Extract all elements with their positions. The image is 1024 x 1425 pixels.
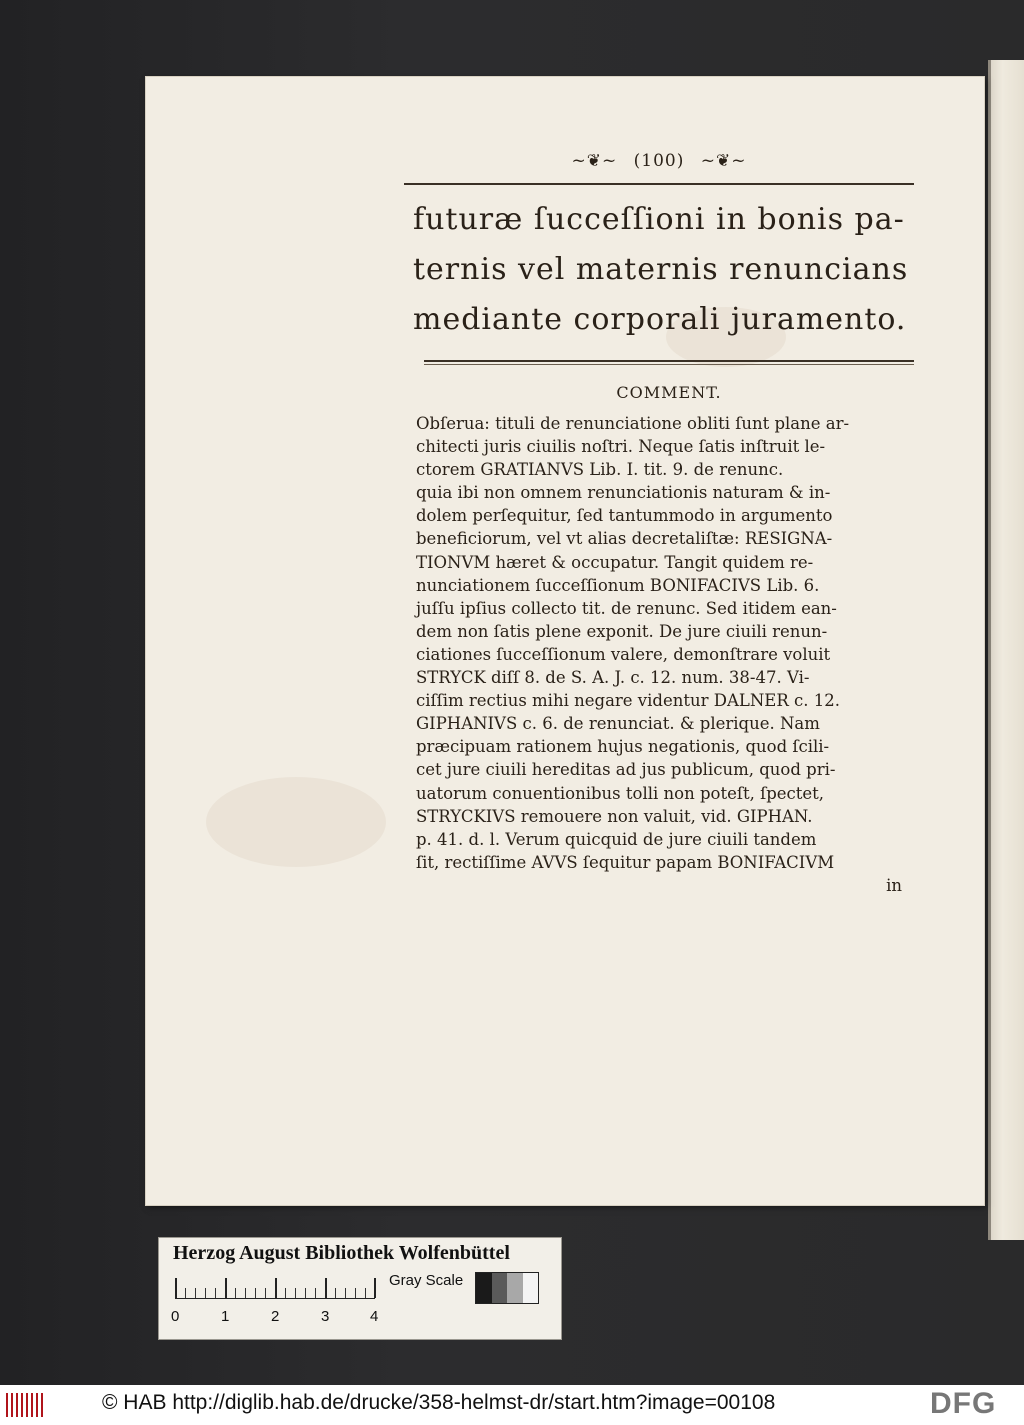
gray-scale-swatches xyxy=(475,1272,539,1304)
ruler-major-tick xyxy=(374,1278,376,1298)
ruler-major-tick xyxy=(275,1278,277,1298)
title-line: ternis vel maternis renuncians xyxy=(413,252,909,287)
body-text xyxy=(416,412,936,897)
ruler-numbers xyxy=(169,1308,409,1328)
ruler-number: 4 xyxy=(370,1308,379,1325)
comment-heading: COMMENT. xyxy=(616,383,722,402)
gray-swatch xyxy=(507,1273,523,1303)
footer-bar xyxy=(0,1385,1024,1425)
copyright-link[interactable]: © HAB http://diglib.hab.de/drucke/358-helmst-dr/start.htm?image=00108 xyxy=(102,1391,776,1414)
body-line: Obſerua: tituli de renunciatione obliti ſunt plane ar- xyxy=(416,414,850,433)
body-line: cet jure ciuili hereditas ad jus publicum, quod pri- xyxy=(416,760,836,780)
section-title xyxy=(413,195,933,345)
body-line: juſſu ipſius collecto tit. de renunc. Sed itidem ean- xyxy=(416,598,837,618)
body-line: STRYCKIVS remouere non valuit, vid. GIPHAN. xyxy=(416,806,813,826)
header-rule xyxy=(404,183,914,185)
gray-swatch xyxy=(523,1273,539,1303)
body-line: quia ibi non omnem renunciationis naturam & in- xyxy=(416,483,831,503)
body-line: dolem perſequitur, ſed tantummodo in argumento xyxy=(416,506,833,526)
paper-stain xyxy=(206,777,386,867)
ruler-major-tick xyxy=(225,1278,227,1298)
running-header xyxy=(404,151,914,171)
gray-scale-label: Gray Scale xyxy=(389,1272,464,1289)
body-line: ciationes ſucceſſionum valere, demonſtrare voluit xyxy=(416,644,831,664)
gray-swatch xyxy=(476,1273,492,1303)
dfg-logo: DFG xyxy=(930,1387,997,1420)
library-name: Herzog August Bibliothek Wolfenbüttel xyxy=(173,1242,510,1264)
scale-ruler xyxy=(175,1276,375,1299)
body-line: præcipuam rationem hujus negationis, quod ſcili- xyxy=(416,737,830,757)
ruler-number: 3 xyxy=(321,1308,330,1325)
body-line: nunciationem ſucceſſionum BONIFACIVS Lib. 6. xyxy=(416,575,820,595)
adjacent-page-edge xyxy=(988,60,1024,1240)
title-line: futuræ ſucceſſioni in bonis pa- xyxy=(413,202,905,237)
ruler-number: 1 xyxy=(221,1308,230,1325)
body-line: chitecti juris ciuilis noſtri. Neque ſatis inſtruit le- xyxy=(416,437,826,457)
body-line: ctorem GRATIANVS Lib. I. tit. 9. de renunc. xyxy=(416,460,784,480)
body-line: ciſſim rectius mihi negare videntur DALNER c. 12. xyxy=(416,691,840,711)
hab-barcode-icon xyxy=(6,1393,44,1417)
page-seam xyxy=(988,60,991,1240)
body-line: p. 41. d. l. Verum quicquid de jure ciuili tandem xyxy=(416,829,817,849)
catchword: in xyxy=(886,875,902,895)
header-ornament-left: ~❦~ xyxy=(571,151,618,171)
section-rule xyxy=(424,360,914,362)
ruler-major-tick xyxy=(175,1278,177,1298)
header-ornament-right: ~❦~ xyxy=(700,151,747,171)
library-color-card xyxy=(158,1237,562,1340)
document-page xyxy=(146,77,984,1205)
body-line: ſit, rectiſſime AVVS ſequitur papam BONIFACIVM xyxy=(416,852,835,872)
body-line: STRYCK diſſ 8. de S. A. J. c. 12. num. 38-47. Vi- xyxy=(416,668,810,688)
body-line: uatorum conuentionibus tolli non poteſt, ſpectet, xyxy=(416,783,825,803)
ruler-number: 2 xyxy=(271,1308,280,1325)
ruler-number: 0 xyxy=(171,1308,180,1325)
page-number: (100) xyxy=(633,151,685,171)
body-line: GIPHANIVS c. 6. de renunciat. & plerique. Nam xyxy=(416,714,820,734)
title-line: mediante corporali juramento. xyxy=(413,302,907,337)
gray-swatch xyxy=(492,1273,508,1303)
body-line: dem non ſatis plene exponit. De jure ciuili renun- xyxy=(416,621,828,641)
ruler-major-tick xyxy=(325,1278,327,1298)
body-line: TIONVM hæret & occupatur. Tangit quidem re- xyxy=(416,552,814,572)
body-line: beneficiorum, vel vt alias decretaliſtæ: RESIGNA- xyxy=(416,529,833,549)
